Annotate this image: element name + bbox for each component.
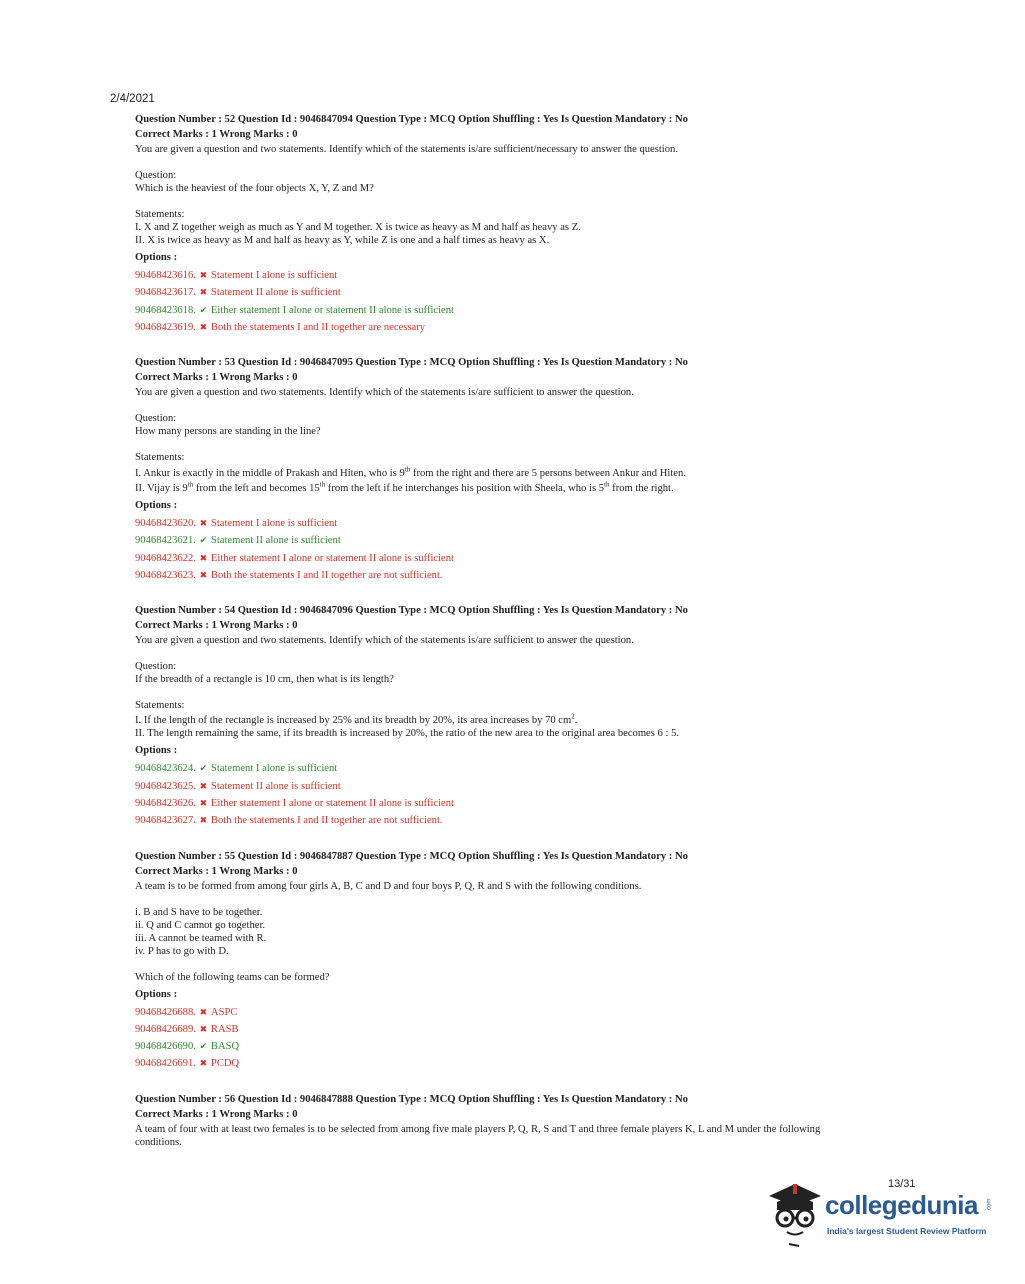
option-row bbox=[135, 267, 935, 284]
cross-mark-icon: ✖ bbox=[199, 780, 208, 791]
option-text: Statement I alone is sufficient bbox=[210, 518, 338, 530]
option-id: 90468423616. bbox=[135, 270, 196, 281]
option-row bbox=[135, 550, 935, 567]
question-header: Question Number : 56 Question Id : 9046847888 Question Type : MCQ Option Shuffling : Yes Is Question Mandatory : No bbox=[135, 1093, 688, 1105]
option-row bbox=[135, 532, 935, 549]
cross-mark-icon: ✖ bbox=[199, 1058, 208, 1069]
cross-mark-icon: ✖ bbox=[199, 518, 208, 529]
question-text: Which is the heaviest of the four objects X, Y, Z and M? bbox=[135, 183, 374, 194]
question-block-54 bbox=[135, 604, 935, 829]
question-header: Question Number : 53 Question Id : 9046847095 Question Type : MCQ Option Shuffling : Yes Is Question Mandatory : No bbox=[135, 357, 688, 369]
options-label: Options : bbox=[135, 745, 178, 757]
option-row bbox=[135, 319, 935, 336]
option-id: 90468423627. bbox=[135, 815, 196, 827]
cross-mark-icon: ✖ bbox=[199, 552, 208, 563]
question-instruction: You are given a question and two statements. Identify which of the statements is/are sufficient to answer the question. bbox=[135, 387, 634, 399]
mascot-icon bbox=[765, 1180, 825, 1248]
print-date: 2/4/2021 bbox=[110, 93, 155, 105]
question-header: Question Number : 55 Question Id : 9046847887 Question Type : MCQ Option Shuffling : Yes Is Question Mandatory : No bbox=[135, 850, 688, 862]
statements-label: Statements: bbox=[135, 700, 185, 712]
cross-mark-icon: ✖ bbox=[199, 570, 208, 581]
option-id: 90468423622. bbox=[135, 552, 196, 564]
cross-mark-icon: ✖ bbox=[199, 321, 208, 332]
question-text: If the breadth of a rectangle is 10 cm, then what is its length? bbox=[135, 674, 394, 686]
option-text: Either statement I alone or statement II alone is sufficient bbox=[210, 304, 455, 316]
option-id: 90468426691. bbox=[135, 1058, 196, 1070]
cross-mark-icon: ✖ bbox=[199, 1006, 208, 1017]
check-mark-icon: ✔ bbox=[199, 535, 208, 546]
options-list bbox=[135, 760, 935, 829]
option-row bbox=[135, 812, 935, 829]
option-row bbox=[135, 567, 935, 584]
cross-mark-icon: ✖ bbox=[199, 815, 208, 826]
check-mark-icon: ✔ bbox=[199, 304, 208, 315]
logo-tagline: India's largest Student Review Platform bbox=[827, 1226, 987, 1236]
question-text: Which of the following teams can be formed? bbox=[135, 971, 330, 983]
statement-2: II. Vijay is 9th from the left and becomes 15th from the left if he interchanges his position with Sheela, who is 5th from the right. bbox=[135, 480, 674, 495]
option-row bbox=[135, 778, 935, 795]
question-marks: Correct Marks : 1 Wrong Marks : 0 bbox=[135, 129, 298, 140]
option-row bbox=[135, 760, 935, 777]
option-text: Either statement I alone or statement II alone is sufficient bbox=[210, 797, 455, 809]
option-text: RASB bbox=[210, 1023, 239, 1035]
condition-item: iv. P has to go with D. bbox=[135, 945, 229, 957]
option-text: Statement I alone is sufficient bbox=[210, 763, 338, 775]
option-row bbox=[135, 284, 935, 301]
statement-2: II. X is twice as heavy as M and half as heavy as Y, while Z is one and a half times as heavy as X. bbox=[135, 235, 550, 246]
cross-mark-icon: ✖ bbox=[199, 270, 208, 280]
option-row bbox=[135, 1021, 935, 1038]
statements-label: Statements: bbox=[135, 209, 185, 220]
option-row bbox=[135, 1055, 935, 1072]
page-number: 13/31 bbox=[888, 1178, 916, 1190]
option-row bbox=[135, 795, 935, 812]
question-marks: Correct Marks : 1 Wrong Marks : 0 bbox=[135, 620, 298, 632]
cross-mark-icon: ✖ bbox=[199, 1023, 208, 1034]
option-text: Statement II alone is sufficient bbox=[210, 287, 341, 299]
option-id: 90468423619. bbox=[135, 321, 196, 333]
option-id: 90468423618. bbox=[135, 304, 196, 316]
option-row bbox=[135, 515, 935, 532]
option-id: 90468423625. bbox=[135, 780, 196, 792]
option-text: PCDQ bbox=[210, 1058, 240, 1070]
option-text: Both the statements I and II together are necessary bbox=[210, 321, 426, 333]
question-marks: Correct Marks : 1 Wrong Marks : 0 bbox=[135, 865, 298, 877]
question-header: Question Number : 52 Question Id : 9046847094 Question Type : MCQ Option Shuffling : Yes Is Question Mandatory : No bbox=[135, 114, 688, 125]
question-marks: Correct Marks : 1 Wrong Marks : 0 bbox=[135, 372, 298, 384]
statement-1: I. If the length of the rectangle is increased by 25% and its breadth by 20%, its area increases by 70 $cm^2$. bbox=[135, 712, 578, 727]
question-block-55 bbox=[135, 850, 935, 1073]
option-id: 90468423620. bbox=[135, 518, 196, 530]
option-id: 90468423624. bbox=[135, 763, 196, 775]
question-label: Question: bbox=[135, 661, 177, 673]
question-label: Question: bbox=[135, 413, 177, 425]
condition-item: iii. A cannot be teamed with R. bbox=[135, 932, 267, 944]
option-id: 90468426690. bbox=[135, 1041, 196, 1053]
logo-wordmark: collegedunia bbox=[825, 1190, 978, 1220]
check-mark-icon: ✔ bbox=[199, 1041, 208, 1052]
option-id: 90468423623. bbox=[135, 570, 196, 582]
question-block-53 bbox=[135, 356, 935, 584]
condition-item: ii. Q and C cannot go together. bbox=[135, 919, 266, 931]
options-label: Options : bbox=[135, 988, 178, 1000]
question-block-52 bbox=[135, 113, 935, 336]
option-id: 90468426689. bbox=[135, 1023, 196, 1035]
options-list bbox=[135, 515, 935, 584]
option-id: 90468423617. bbox=[135, 287, 196, 299]
option-text: Statement I alone is sufficient bbox=[210, 270, 338, 281]
option-text: ASPC bbox=[210, 1006, 238, 1018]
question-label: Question: bbox=[135, 170, 177, 181]
statement-1: I. Ankur is exactly in the middle of Prakash and Hiten, who is 9th from the right and there are 5 persons between Ankur and Hiten. bbox=[135, 465, 686, 480]
question-marks: Correct Marks : 1 Wrong Marks : 0 bbox=[135, 1108, 298, 1120]
option-text: Either statement I alone or statement II alone is sufficient bbox=[210, 552, 455, 564]
cross-mark-icon: ✖ bbox=[199, 287, 208, 298]
condition-item: i. B and S have to be together. bbox=[135, 906, 263, 918]
collegedunia-logo bbox=[765, 1180, 995, 1250]
options-label: Options : bbox=[135, 252, 178, 263]
option-id: 90468423621. bbox=[135, 535, 196, 547]
check-mark-icon: ✔ bbox=[199, 763, 208, 774]
logo-domain: .com bbox=[986, 1198, 993, 1212]
option-text: BASQ bbox=[210, 1041, 240, 1053]
option-row bbox=[135, 1004, 935, 1021]
statements-label: Statements: bbox=[135, 452, 185, 464]
option-text: Statement II alone is sufficient bbox=[210, 535, 341, 547]
option-row bbox=[135, 302, 935, 319]
question-text: How many persons are standing in the line? bbox=[135, 426, 321, 438]
question-header: Question Number : 54 Question Id : 9046847096 Question Type : MCQ Option Shuffling : Yes Is Question Mandatory : No bbox=[135, 605, 688, 617]
options-list bbox=[135, 1004, 935, 1073]
question-block-56 bbox=[135, 1093, 935, 1149]
statement-2: II. The length remaining the same, if its breadth is increased by 20%, the ratio of the new area to the original area becomes 6 : 5. bbox=[135, 728, 680, 740]
options-list bbox=[135, 267, 935, 336]
option-text: Both the statements I and II together are not sufficient. bbox=[210, 815, 443, 827]
options-label: Options : bbox=[135, 500, 178, 512]
statement-1: I. X and Z together weigh as much as Y and M together. X is twice as heavy as M and half as heavy as Z. bbox=[135, 222, 581, 233]
option-text: Statement II alone is sufficient bbox=[210, 780, 341, 792]
question-instruction: A team is to be formed from among four girls A, B, C and D and four boys P, Q, R and S with the following conditions. bbox=[135, 880, 642, 892]
question-instruction: A team of four with at least two females is to be selected from among five male players P, Q, R, S and T and three female players K, L and M under the following conditions. bbox=[135, 1123, 821, 1148]
option-row bbox=[135, 1038, 935, 1055]
option-id: 90468426688. bbox=[135, 1006, 196, 1018]
option-text: Both the statements I and II together are not sufficient. bbox=[210, 570, 443, 582]
question-paper bbox=[135, 113, 935, 1169]
question-instruction: You are given a question and two statements. Identify which of the statements is/are sufficient/necessary to answer the question. bbox=[135, 144, 678, 155]
cross-mark-icon: ✖ bbox=[199, 797, 208, 808]
question-instruction: You are given a question and two statements. Identify which of the statements is/are sufficient to answer the question. bbox=[135, 635, 634, 647]
option-id: 90468423626. bbox=[135, 797, 196, 809]
